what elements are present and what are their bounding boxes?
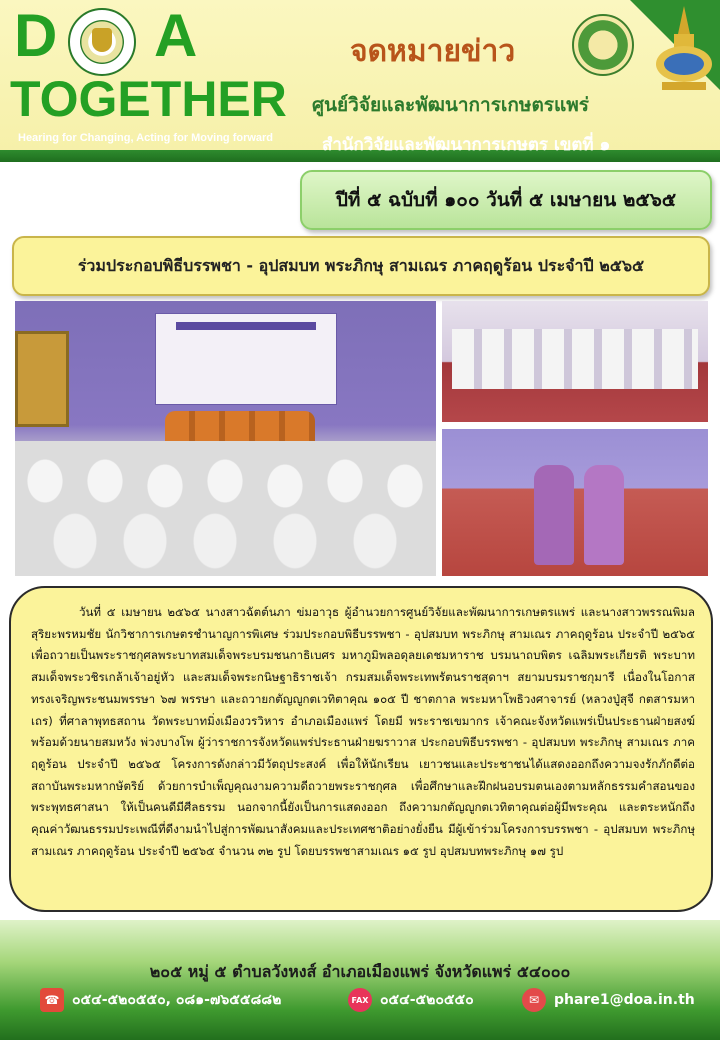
email-address[interactable]: phare1@doa.in.th <box>554 992 695 1008</box>
tagline: Hearing for Changing, Acting for Moving forward <box>18 132 274 144</box>
two-participants-photo <box>442 429 708 576</box>
fax-number: ๐๕๔-๕๒๐๕๕๐ <box>380 992 474 1008</box>
participant-1 <box>534 465 574 565</box>
contact-fax <box>348 988 474 1012</box>
header <box>0 0 720 160</box>
anniversary-emblem <box>652 4 716 94</box>
event-banner <box>155 313 337 405</box>
fax-icon: FAX <box>348 988 372 1012</box>
contact-email <box>522 988 695 1012</box>
royal-portrait <box>15 331 69 427</box>
brand-together: TOGETHER <box>10 71 287 127</box>
ceremony-main-photo <box>15 301 436 576</box>
org-name: ศูนย์วิจัยและพัฒนาการเกษตรแพร่ <box>312 94 589 116</box>
seated-officials <box>452 329 698 389</box>
newsletter-title: จดหมายข่าว <box>350 34 516 69</box>
doa-seal-logo <box>68 8 136 76</box>
article-body: วันที่ ๕ เมษายน ๒๕๖๕ นางสาวฉัตต์นภา ข่มอาวุธ ผู้อำนวยการศูนย์วิจัยและพัฒนาการเกษตรแพร่ และนางสาวพรรณพิมล สุริยะพรหมชัย นักวิชาการเกษตรชำนาญการพิเศษ ร่วมประกอบพิธีบรรพชา - อุปสมบท พระภิกษุ สามเณร ภาคฤดูร้อน ประจำปี ๒๕๖๕ เพื่อถวายเป็นพระราชกุศลพระบาทสมเด็จพระบรมชนกาธิเบศร มหาภูมิพลอดุลยเดชมหาราช บรมนาถบพิตร เฉลิมพระเกียรติ พระบาทสมเด็จพระวชิรเกล้าเจ้าอยู่หัว และสมเด็จพระกนิษฐาธิราชเจ้า กรมสมเด็จพระเทพรัตนราชสุดาฯ สยามบรมราชกุมารี เนื่องในโอกาสทรงเจริญพระชนมพรรษา ๖๗ พรรษา และถวายกตัญญูกตเวทิตาคุณ ๑๐๕ ปี ชาตกาล พระมหาโพธิวงศาจารย์ (หลวงปู่สุจี กตสารมหาเถร) ที่ศาลาพุทธสถาน วัดพระบาทมิ่งเมืองวรวิหาร อำเภอเมืองแพร่ โดยมี พระราชเขมากร เจ้าคณะจังหวัดแพร่เป็นประธานฝ่ายสงฆ์ พร้อมด้วยนายสมหวัง พ่วงบางโพ ผู้ว่าราชการจังหวัดแพร่ประธานฝ่ายฆราวาส ประกอบพิธีบรรพชา - อุปสมบท พระภิกษุ สามเณร ภาคฤดูร้อน ประจำปี ๒๕๖๕ โครงการดังกล่าวมีวัตถุประสงค์ เพื่อให้นักเรียน เยาวชนและประชาชนได้แสดงออกถึงความจงรักภักดีต่อสถาบันพระมหากษัตริย์ ด้วยการบำเพ็ญคุณงามความดีถวายพระราชกุศล เพื่อศึกษาและฝึกฝนอบรมตนเองตามหลักธรรมคำสอนของพระพุทธศาสนา ให้เป็นคนดีมีศีลธรรม นอกจากนี้ยังเป็นการแสดงออก ถึงความกตัญญูกตเวทิตาคุณต่อผู้มีพระคุณ และตระหนักถึงคุณค่าวัฒนธรรมประเพณีที่ดีงามนำไปสู่การพัฒนาสังคมและประเทศชาติอย่างยั่งยืน มีผู้เข้าร่วมโครงการบรรพชา - อุปสมบท พระภิกษุ สามเณร ภาคฤดูร้อน ประจำปี ๒๕๖๕ จำนวน ๓๒ รูป โดยบรรพชาสามเณร ๑๕ รูป อุปสมบทพระภิกษุ ๑๗ รูป <box>31 605 695 858</box>
headline-box <box>12 236 710 296</box>
phone-icon: ☎ <box>40 988 64 1012</box>
brand-letter-d: D <box>14 2 60 69</box>
article-box <box>9 586 713 912</box>
phone-number[interactable]: ๐๕๔-๕๒๐๕๕๐, ๐๘๑-๗๖๕๕๘๘๒ <box>72 992 282 1008</box>
officials-seated-photo <box>442 301 708 422</box>
novices-group <box>15 441 436 576</box>
issue-info: ปีที่ ๕ ฉบับที่ ๑๐๐ วันที่ ๕ เมษายน ๒๕๖๕ <box>335 189 677 211</box>
participant-2 <box>584 465 624 565</box>
footer <box>0 920 720 1040</box>
contact-phone <box>40 988 281 1012</box>
brand-letter-a: A <box>154 2 200 69</box>
org-region: สำนักวิจัยและพัฒนาการเกษตร เขตที่ ๑ <box>322 135 611 155</box>
email-icon: ✉ <box>522 988 546 1012</box>
headline: ร่วมประกอบพิธีบรรพชา - อุปสมบท พระภิกษุ สามเณร ภาคฤดูร้อน ประจำปี ๒๕๖๕ <box>77 255 645 275</box>
issue-info-box <box>300 170 712 230</box>
research-center-logo <box>572 14 634 76</box>
address: ๒๐๕ หมู่ ๕ ตำบลวังหงส์ อำเภอเมืองแพร่ จังหวัดแพร่ ๕๔๐๐๐ <box>149 962 571 981</box>
